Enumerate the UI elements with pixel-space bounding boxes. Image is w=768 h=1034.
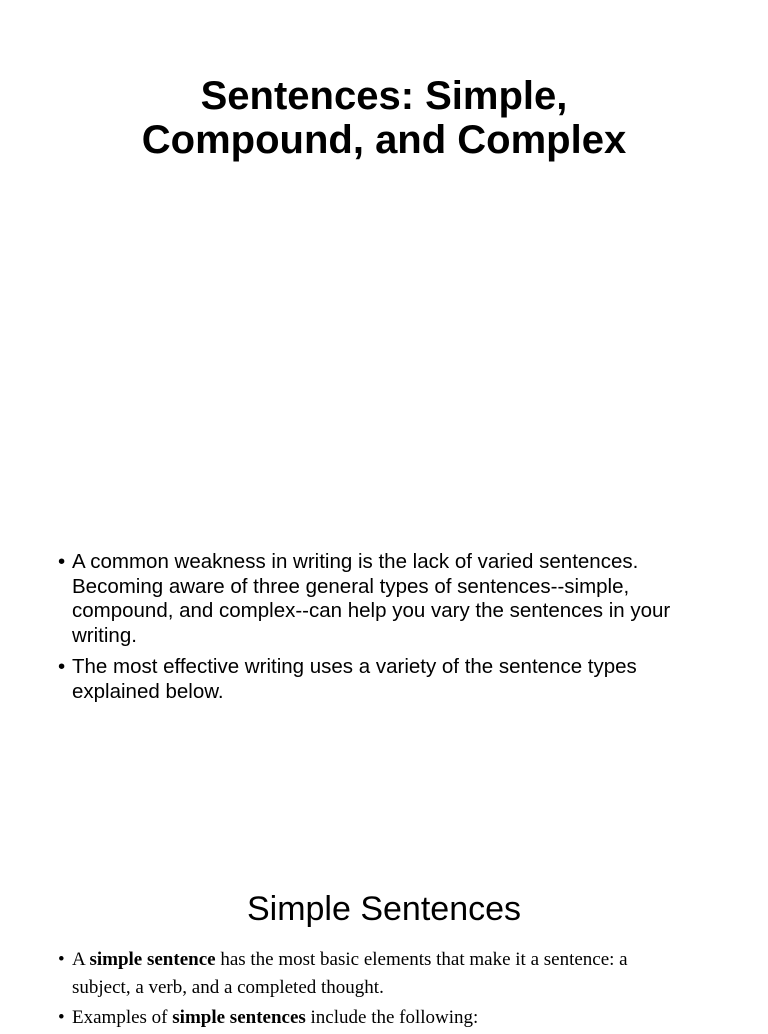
list-item bbox=[58, 550, 708, 648]
bullet-icon: • bbox=[58, 550, 66, 573]
bullet-icon: • bbox=[58, 655, 66, 678]
list-item bbox=[58, 655, 708, 704]
bullet-text: A simple sentence has the most basic elements that make it a sentence: a subject, a verb, and a completed thought. bbox=[72, 949, 628, 998]
bullet-icon: • bbox=[58, 1007, 65, 1028]
bold-term: simple sentence bbox=[89, 949, 216, 970]
list-item bbox=[58, 1004, 678, 1032]
title-line-1: Sentences: Simple, bbox=[200, 74, 568, 118]
list-item bbox=[58, 946, 678, 1002]
simple-sentence-bullet-list bbox=[58, 946, 678, 1034]
bullet-icon: • bbox=[58, 949, 65, 970]
bullet-text: A common weakness in writing is the lack of varied sentences. Becoming aware of three general types of sentences--simple, compound, and complex--can help you vary the sentences in your writing. bbox=[72, 550, 671, 647]
bullet-text: Examples of simple sentences include the following: bbox=[72, 1007, 479, 1028]
section-heading: Simple Sentences bbox=[246, 890, 522, 928]
bullet-text: The most effective writing uses a variety of the sentence types explained below. bbox=[72, 655, 637, 703]
bold-term: simple sentences bbox=[172, 1007, 306, 1028]
intro-bullet-list bbox=[58, 550, 708, 711]
document-title bbox=[0, 74, 768, 162]
title-line-2: Compound, and Complex bbox=[141, 118, 627, 162]
